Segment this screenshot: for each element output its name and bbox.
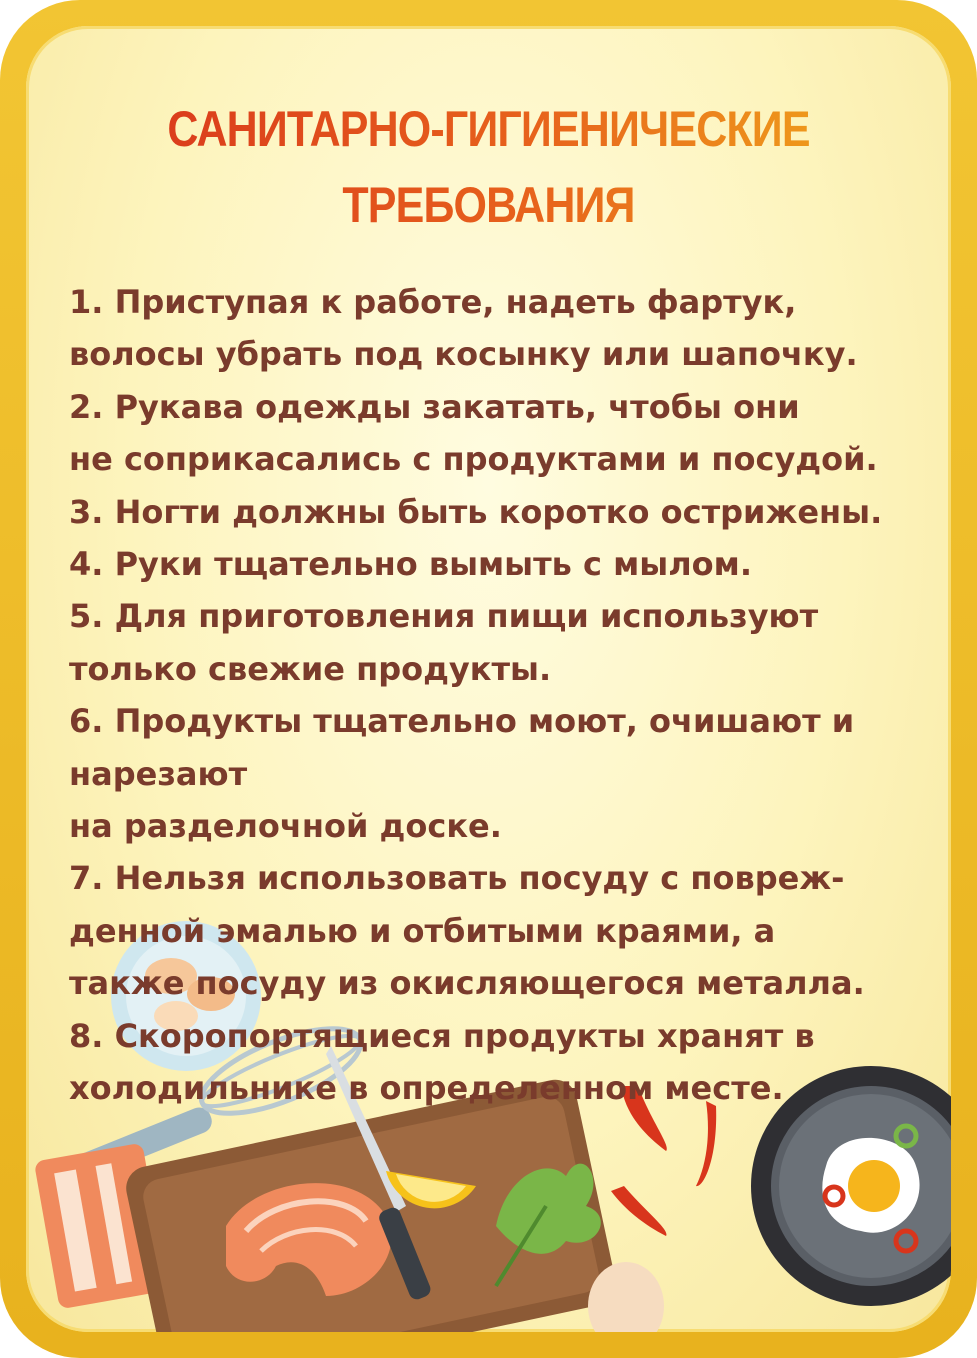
rule-line: 6. Продукты тщательно моют, очишают и <box>69 702 855 741</box>
rules-list <box>69 276 929 1115</box>
poster-title-line-2: ТРЕБОВАНИЯ <box>91 180 887 230</box>
rule-line: нарезают <box>69 754 248 793</box>
rule-line: на разделочной доске. <box>69 807 502 846</box>
rule-line: волосы убрать под косынку или шапочку. <box>69 335 858 374</box>
rule-line: 7. Нельзя использовать посуду с повреж- <box>69 859 845 898</box>
poster-panel <box>26 26 951 1332</box>
rule-line: 8. Скоропортящиеся продукты хранят в <box>69 1016 815 1055</box>
rule-line: 1. Приступая к работе, надеть фартук, <box>69 283 797 321</box>
rule-line: 2. Рукава одежды закатать, чтобы они <box>69 387 800 426</box>
rule-line: холодильнике в определенном месте. <box>69 1069 784 1108</box>
rule-line: только свежие продукты. <box>69 649 552 688</box>
rule-line: также посуду из окисляющегося металла. <box>69 964 865 1003</box>
poster-title-line-1: САНИТАРНО-ГИГИЕНИЧЕСКИЕ <box>91 104 887 154</box>
rule-line: денной эмалью и отбитыми краями, а <box>69 911 776 950</box>
rule-line: не соприкасались с продуктами и посудой. <box>69 440 878 479</box>
rule-line: 5. Для приготовления пищи используют <box>69 597 819 636</box>
rule-line: 4. Руки тщательно вымыть с мылом. <box>69 545 752 584</box>
rule-line: 3. Ногти должны быть коротко острижены. <box>69 492 883 531</box>
